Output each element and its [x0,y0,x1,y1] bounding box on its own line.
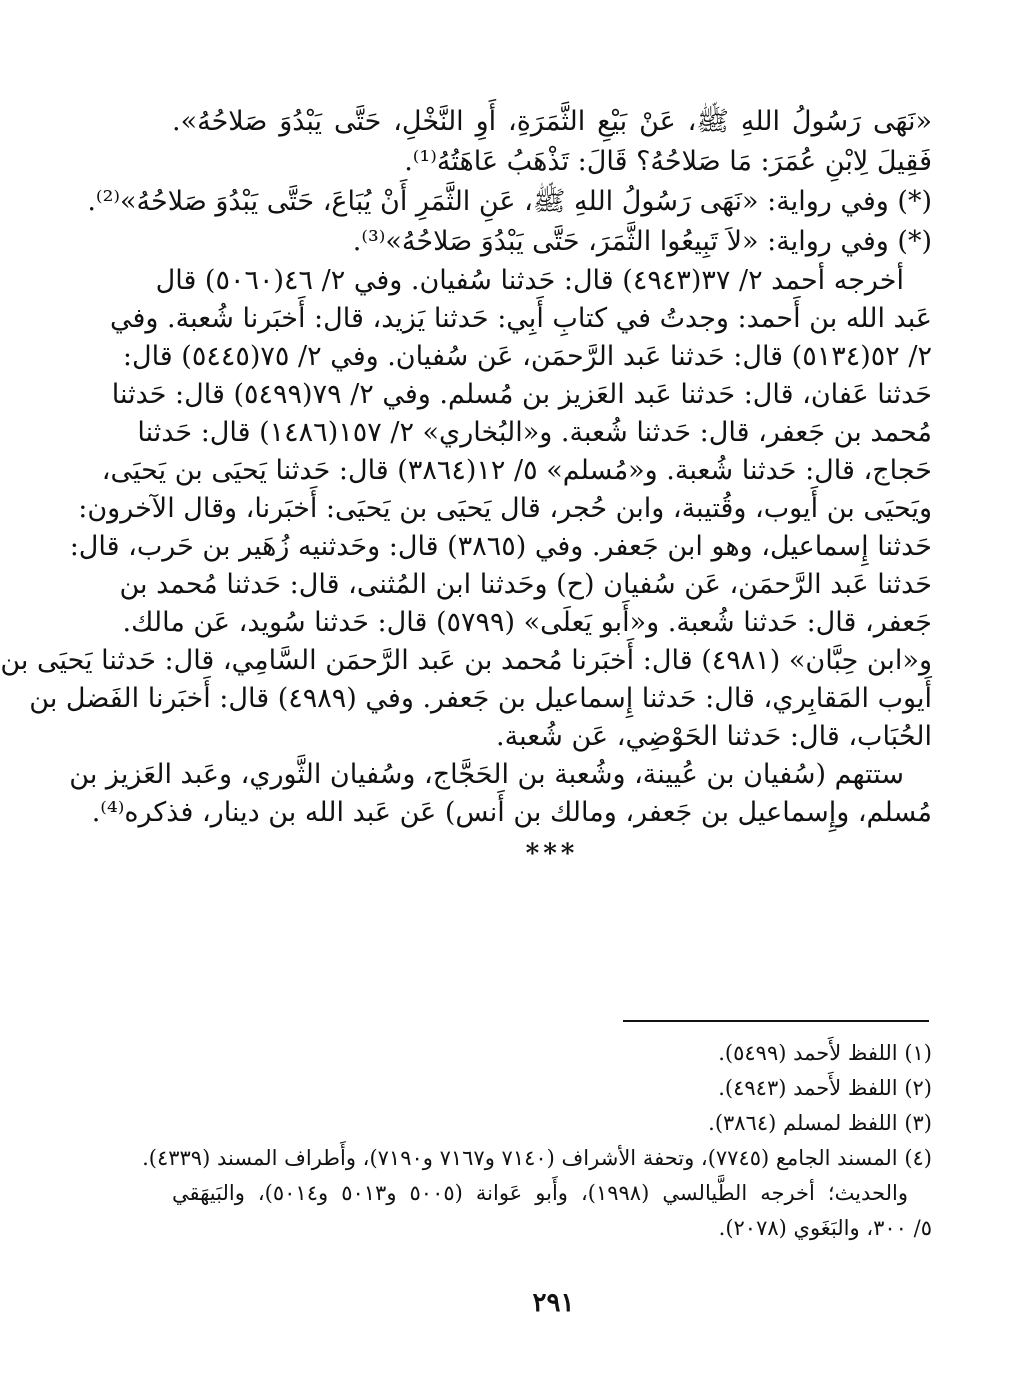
takhrij-line: حَدثنا إِسماعيل، وهو ابن جَعفر. وفي (٣٨٦٥) قال: وحَدثنيه زُهَير بن حَرب، قال: [69,531,932,562]
hadith-variant-2: (*) وفي رواية: «لاَ تَبِيعُوا الثَّمَرَ، حَتَّى يَبْدُوَ صَلاحُهُ»⁽³⁾. [352,226,932,257]
footnote-4-continued: والحديث؛ أخرجه الطَّيالسي (١٩٩٨)، وأَبو عَوانة (٥٠٠٥ و٥٠١٣ و٥٠١٤)، والبَيهَقي [172,1181,908,1205]
main-text [0,102,932,874]
footnote-3: (٣) اللفظ لمسلم (٣٨٦٤). [708,1111,932,1135]
footnote-2: (٢) اللفظ لأَحمد (٤٩٤٣). [718,1076,932,1100]
page-number: ٢٩١ [532,1288,575,1318]
footnotes [142,1036,932,1246]
takhrij-line: ٢/ ٥٢(٥١٣٤) قال: حَدثنا عَبد الرَّحمَن، عَن سُفيان. وفي ٢/ ٧٥(٥٤٤٥) قال: [122,341,932,372]
summary-line: مُسلم، وإِسماعيل بن جَعفر، ومالك بن أَنس) عَن عَبد الله بن دينار، فذكره⁽⁴⁾. [91,797,932,828]
summary-line: ستتهم (سُفيان بن عُيينة، وشُعبة بن الحَجَّاج، وسُفيان الثَّوري، وعَبد العَزيز بن [69,759,904,790]
takhrij-line: مُحمد بن جَعفر، قال: حَدثنا شُعبة. و«البُخاري» ٢/ ١٥٧(١٤٨٦) قال: حَدثنا [137,417,932,448]
takhrij-line: أخرجه أحمد ٢/ ٣٧(٤٩٤٣) قال: حَدثنا سُفيان. وفي ٢/ ٤٦(٥٠٦٠) قال [155,265,904,296]
takhrij-line: جَعفر، قال: حَدثنا شُعبة. و«أَبو يَعلَى» (٥٧٩٩) قال: حَدثنا سُويد، عَن مالك. [122,607,932,638]
hadith-variant-1: (*) وفي رواية: «نَهَى رَسُولُ اللهِ ﷺ، عَنِ الثَّمَرِ أَنْ يُبَاعَ، حَتَّى يَبْدُوَ صَلاحُهُ»⁽²⁾. [87,186,932,217]
takhrij-line: عَبد الله بن أَحمد: وجدتُ في كتابِ أَبِي: حَدثنا يَزيد، قال: أَخبَرنا شُعبة. وفي [110,303,932,334]
footnote-1: (١) اللفظ لأَحمد (٥٤٩٩). [718,1041,932,1065]
takhrij-line: الحُبَاب، قال: حَدثنا الحَوْضِي، عَن شُعبة. [496,721,932,752]
section-separator: *** [525,839,579,869]
footnote-divider [623,1020,929,1022]
takhrij-line: حَدثنا عَبد الرَّحمَن، عَن سُفيان (ح) وحَدثنا ابن المُثنى، قال: حَدثنا مُحمد بن [119,569,932,600]
footnote-4: (٤) المسند الجامع (٧٧٤٥)، وتحفة الأشراف (٧١٤٠ و٧١٦٧ و٧١٩٠)، وأَطراف المسند (٤٣٣٩). [142,1146,932,1170]
takhrij-line: و«ابن حِبَّان» (٤٩٨١) قال: أَخبَرنا مُحمد بن عَبد الرَّحمَن السَّامِي، قال: حَدثنا يَحيَى بن [0,645,932,676]
hadith-line-2: فَقِيلَ لِابْنِ عُمَرَ: مَا صَلاحُهُ؟ قَالَ: تَذْهَبُ عَاهَتُهُ⁽¹⁾. [404,146,932,177]
takhrij-line: حَدثنا عَفان، قال: حَدثنا عَبد العَزيز بن مُسلم. وفي ٢/ ٧٩(٥٤٩٩) قال: حَدثنا [111,379,932,410]
hadith-line-1: «نَهَى رَسُولُ اللهِ ﷺ، عَنْ بَيْعِ الثَّمَرَةِ، أَوِ النَّخْلِ، حَتَّى يَبْدُوَ صَلاحُهُ». [172,106,932,137]
footnote-4-end: ٥/ ٣٠٠، والبَغَوي (٢٠٧٨). [718,1216,932,1240]
takhrij-line: أَيوب المَقابِري، قال: حَدثنا إِسماعيل بن جَعفر. وفي (٤٩٨٩) قال: أَخبَرنا الفَضل بن [29,683,932,714]
takhrij-line: ويَحيَى بن أَيوب، وقُتيبة، وابن حُجر، قال يَحيَى بن يَحيَى: أَخبَرنا، وقال الآخرون: [78,493,932,524]
takhrij-line: حَجاج، قال: حَدثنا شُعبة. و«مُسلم» ٥/ ١٢(٣٨٦٤) قال: حَدثنا يَحيَى بن يَحيَى، [101,455,932,486]
